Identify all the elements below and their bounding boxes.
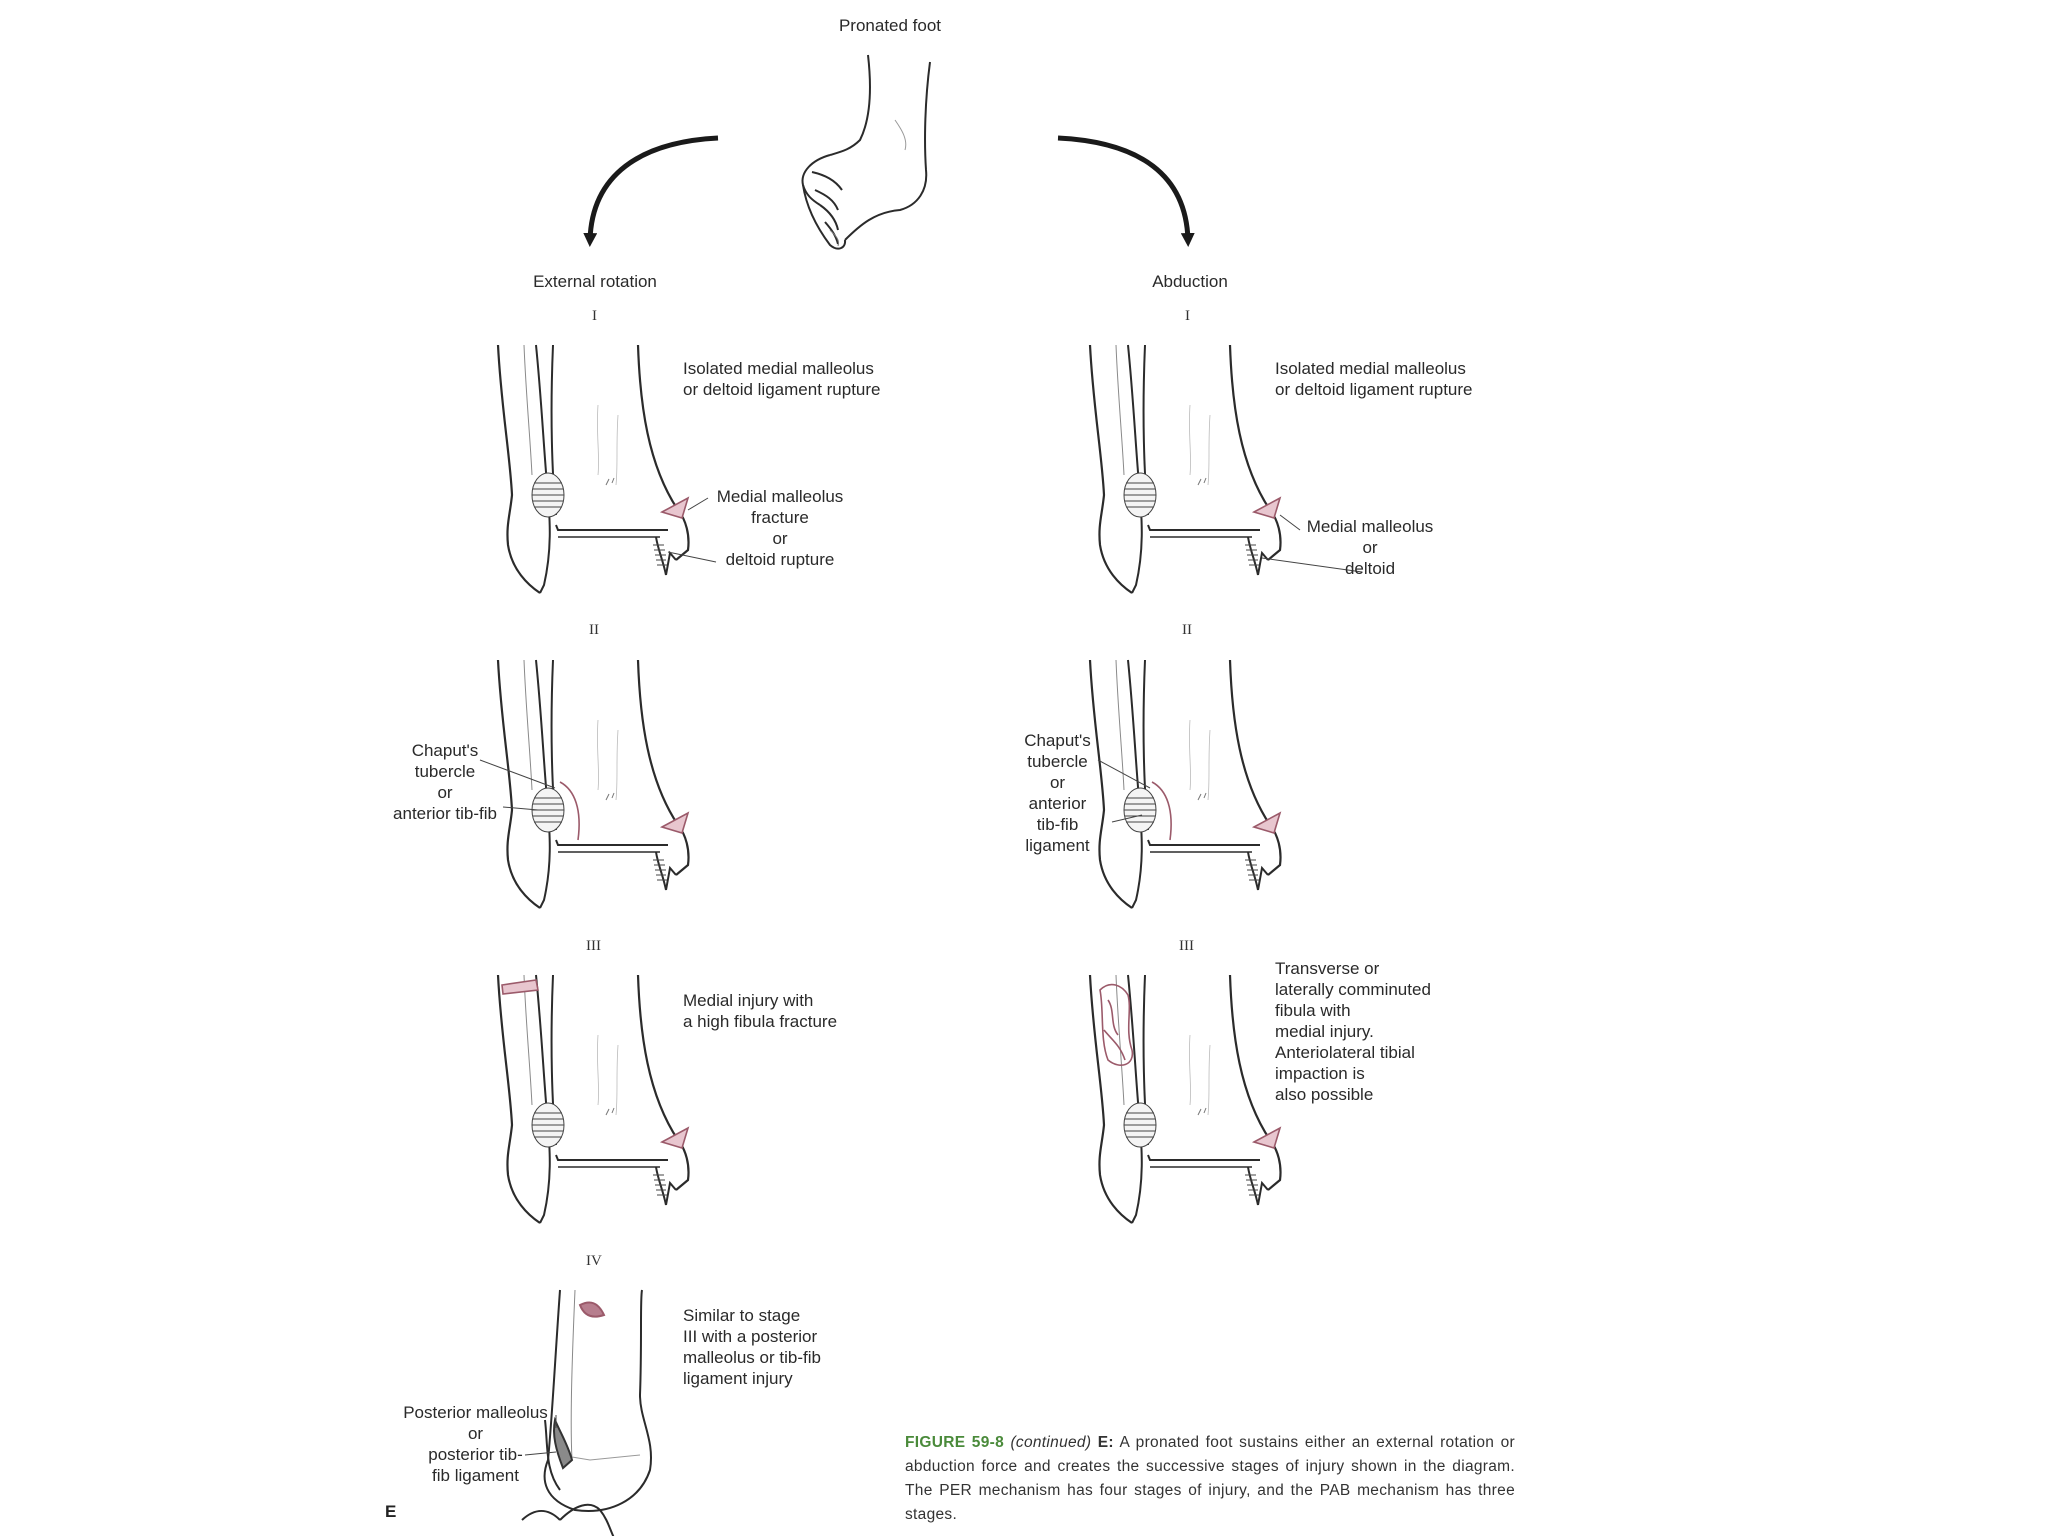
annotation-chaput-ab-2: Chaput's tubercle or anterior tib-fib ligament bbox=[1024, 731, 1091, 855]
ankle-er-stage-2 bbox=[498, 660, 689, 908]
abduction-arrow bbox=[1058, 138, 1188, 240]
annotation-posterior-malleolus-er-4: Posterior malleolus or posterior tib- fib ligament bbox=[403, 1403, 548, 1485]
desc-er-stage-1: Isolated medial malleolus or deltoid ligament rupture bbox=[683, 359, 881, 399]
stage-label-ab-1: I bbox=[1185, 308, 1190, 324]
caption-figure-number: FIGURE 59-8 bbox=[905, 1434, 1005, 1451]
ankle-ab-stage-1 bbox=[1090, 345, 1281, 593]
desc-er-stage-3: Medial injury with a high fibula fracture bbox=[683, 991, 838, 1031]
desc-ab-stage-3: Transverse or laterally comminuted fibula with medial injury. Anteriolateral tibial impaction is also possible bbox=[1275, 959, 1431, 1104]
ankle-ab-stage-2 bbox=[1090, 660, 1281, 908]
annotation-chaput-er-2: Chaput's tubercle or anterior tib-fib bbox=[393, 741, 497, 823]
external-rotation-arrow bbox=[590, 138, 718, 240]
ankle-er-stage-3 bbox=[498, 975, 689, 1223]
branch-abduction: Abduction bbox=[1152, 272, 1228, 291]
stage-label-ab-3: III bbox=[1179, 938, 1194, 954]
figure-caption bbox=[905, 1431, 1515, 1527]
panel-letter: E bbox=[385, 1502, 397, 1521]
stage-label-er-3: III bbox=[586, 938, 601, 954]
desc-er-stage-4: Similar to stage III with a posterior malleolus or tib-fib ligament injury bbox=[683, 1306, 821, 1388]
stage-label-ab-2: II bbox=[1182, 622, 1192, 638]
pronated-foot-drawing bbox=[803, 55, 930, 249]
ankle-er-stage-1 bbox=[498, 345, 689, 593]
title-pronated-foot: Pronated foot bbox=[838, 16, 942, 35]
caption-panel: E: bbox=[1097, 1434, 1114, 1451]
stage-label-er-4: IV bbox=[586, 1253, 602, 1269]
annotation-medial-malleolus-er-1: Medial malleolus fracture or deltoid rupture bbox=[716, 487, 844, 569]
stage-label-er-2: II bbox=[589, 622, 599, 638]
branch-external-rotation: External rotation bbox=[533, 272, 657, 291]
annotation-medial-malleolus-ab-1: Medial malleolus or deltoid bbox=[1306, 517, 1434, 578]
desc-ab-stage-1: Isolated medial malleolus or deltoid ligament rupture bbox=[1275, 359, 1473, 399]
caption-continued: (continued) bbox=[1010, 1434, 1092, 1451]
ankle-ab-stage-3 bbox=[1090, 975, 1281, 1223]
fracture-markings bbox=[502, 498, 1280, 1148]
stage-label-er-1: I bbox=[592, 308, 597, 324]
caption-text: A pronated foot sustains either an external rotation or abduction force and creates the successive stages of injury shown in the diagram. The PER mechanism has four stages of injury, and the PAB mechanism has three stages. bbox=[905, 1434, 1515, 1523]
